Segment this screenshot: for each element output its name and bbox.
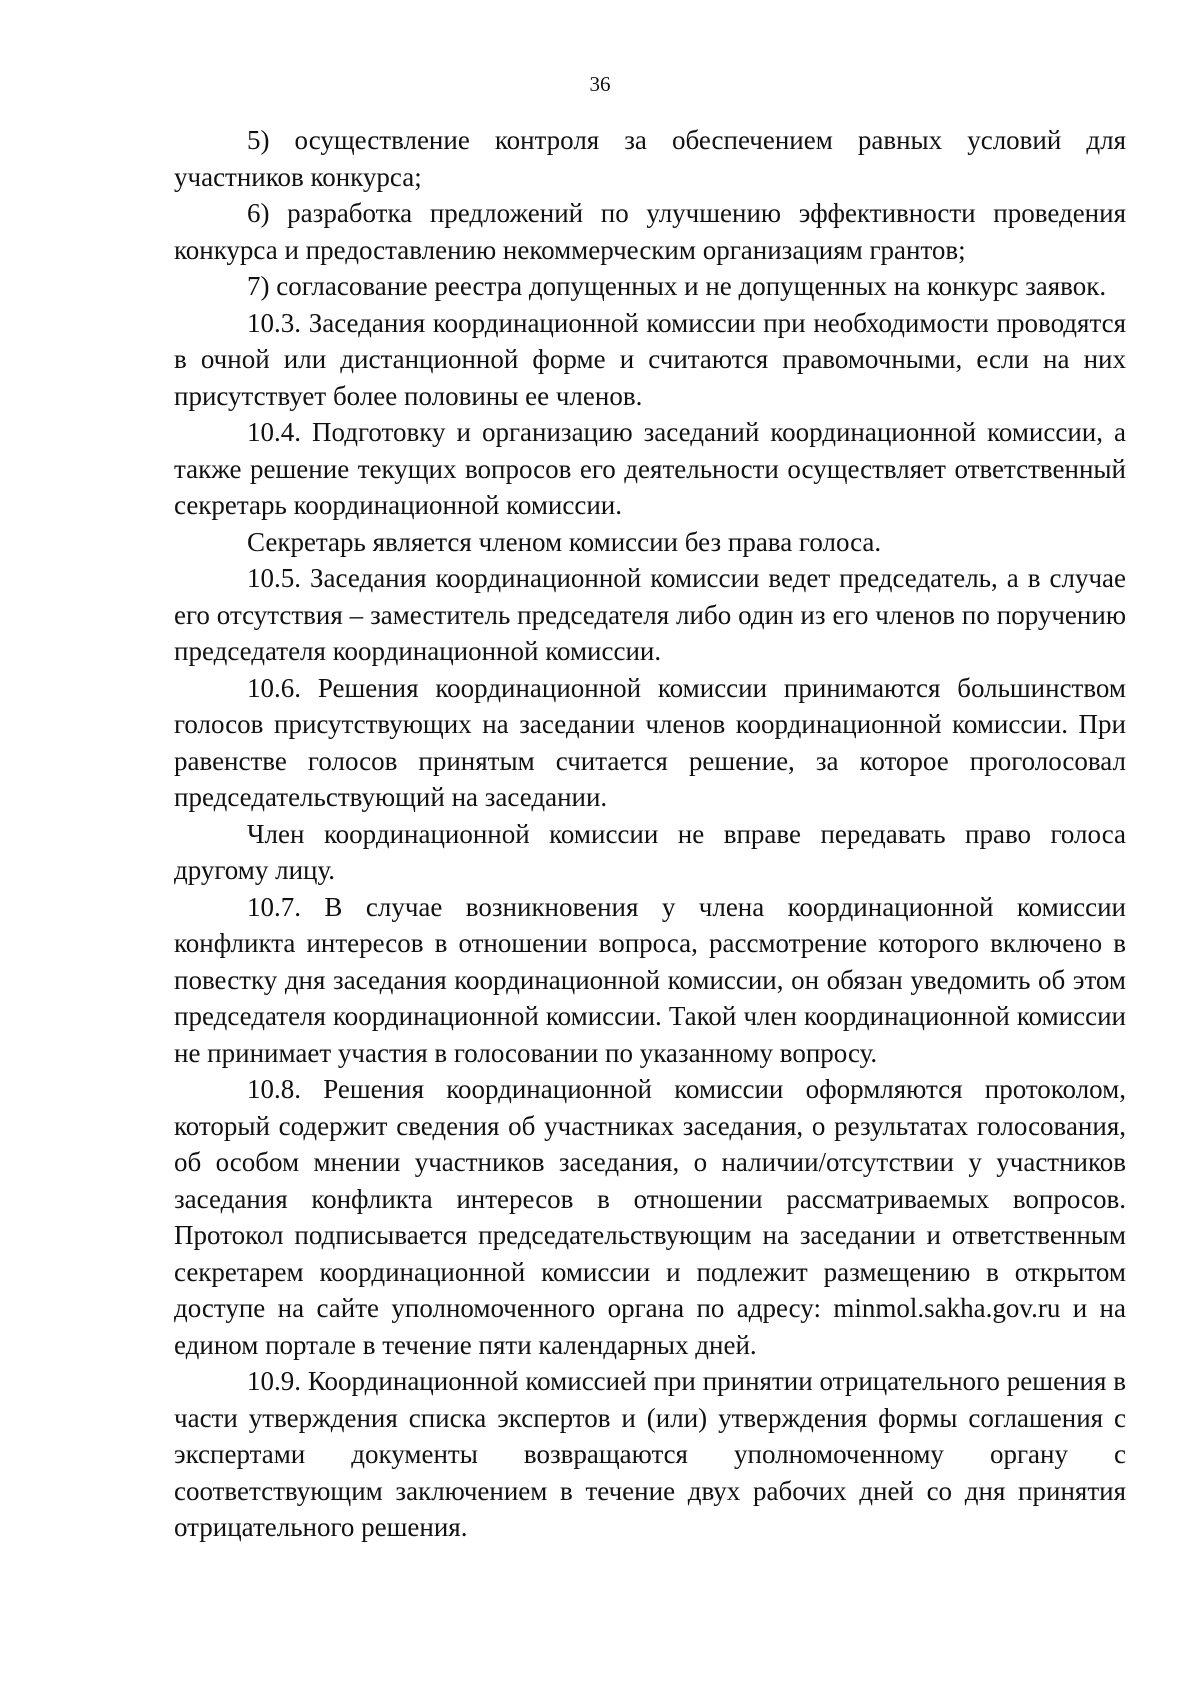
paragraph-10-6: 10.6. Решения координационной комиссии принимаются большинством голосов присутствующих на заседании членов координационной комиссии. При равенстве голосов принятым считается решение, за которое проголосовал председательствующий на заседании. [174,672,1126,812]
paragraph-item-7: 7) согласование реестра допущенных и не допущенных на конкурс заявок. [247,271,1107,301]
paragraph-10-9: 10.9. Координационной комиссией при принятии отрицательного решения в части утверждения списка экспертов и (или) утверждения формы соглашения с экспертами документы возвращаются уполномоченному органу с соответствующим заключением в течение двух рабочих дней со дня принятия отрицательного решения. [174,1366,1126,1542]
paragraph-10-8: 10.8. Решения координационной комиссии оформляются протоколом, который содержит сведения об участниках заседания, о результатах голосования, об особом мнении участников заседания, о наличии/отсутствии у участников заседания конфликта интересов в отношении рассматриваемых вопросов. Протокол подписывается председательствующим на заседании и ответственным секретарем координационной комиссии и подлежит размещению в открытом доступе на сайте уполномоченного органа по адресу: minmol.sakha.gov.ru и на едином портале в течение пяти календарных дней. [174,1074,1126,1360]
paragraph-member-vote: Член координационной комиссии не вправе передавать право голоса другому лицу. [174,818,1126,885]
paragraph-10-4: 10.4. Подготовку и организацию заседаний координационной комиссии, а также решение текущих вопросов его деятельности осуществляет ответственный секретарь координационной комиссии. [174,417,1126,520]
document-body [174,122,1126,1546]
paragraph-secretary: Секретарь является членом комиссии без права голоса. [247,526,882,557]
paragraph-10-3: 10.3. Заседания координационной комиссии при необходимости проводятся в очной или дистанционной форме и считаются правомочными, если на них присутствует более половины ее членов. [174,307,1126,411]
paragraph-10-5: 10.5. Заседания координационной комиссии ведет председатель, а в случае его отсутствия – заместитель председателя либо один из его членов по поручению председателя координационной комиссии. [174,563,1126,666]
page-number: 36 [589,72,611,96]
paragraph-item-5: 5) осуществление контроля за обеспечением равных условий для участников конкурса; [174,125,1126,192]
paragraph-item-6: 6) разработка предложений по улучшению эффективности проведения конкурса и предоставлению некоммерческим организациям грантов; [174,198,1126,265]
paragraph-10-7: 10.7. В случае возникновения у члена координационной комиссии конфликта интересов в отношении вопроса, рассмотрение которого включено в повестку дня заседания координационной комиссии, он обязан уведомить об этом председателя координационной комиссии. Такой член координационной комиссии не принимает участия в голосовании по указанному вопросу. [174,891,1126,1068]
